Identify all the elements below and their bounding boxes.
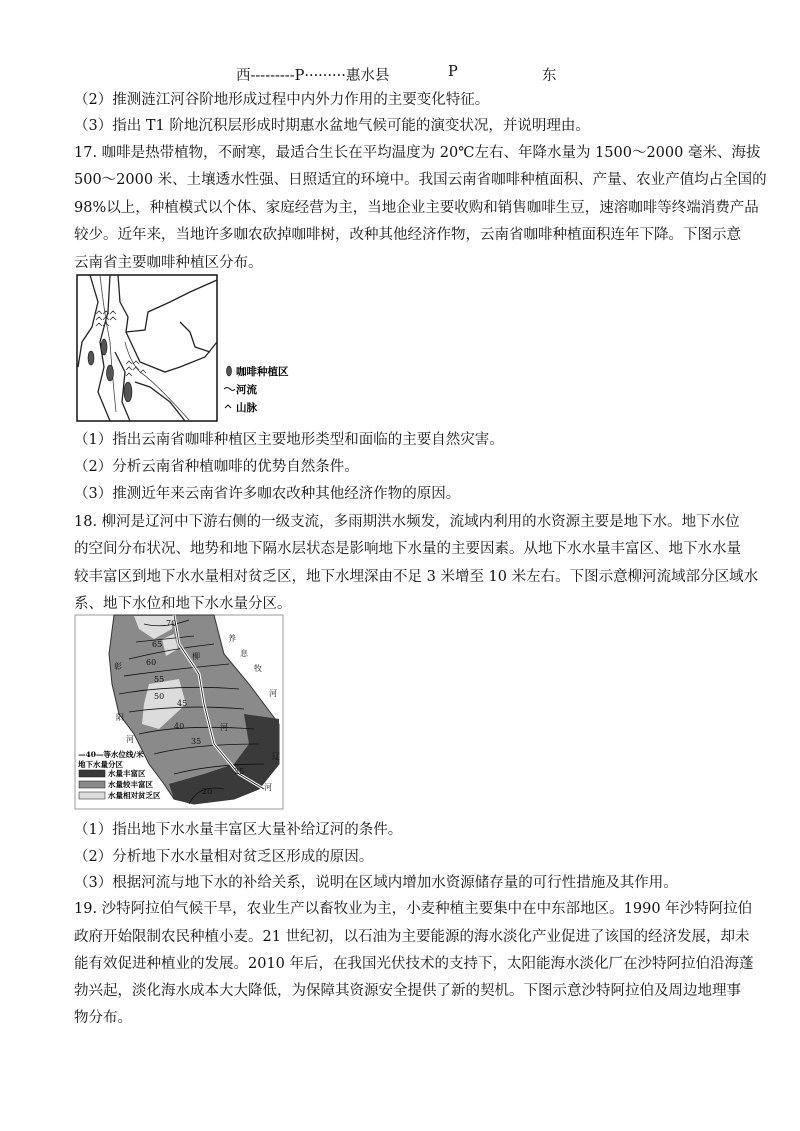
place-label: 彰 <box>114 662 122 671</box>
legend-medium-swatch <box>79 781 105 788</box>
question-16-3: （3）指出 T1 阶地沉积层形成时期惠水盆地气候可能的演变状况，并说明理由。 <box>74 118 590 134</box>
place-label: 柳 <box>192 652 200 661</box>
place-label: 辽 <box>272 752 280 761</box>
stem-line: 系、地下水位和地下水水量分区。 <box>74 596 292 612</box>
place-label: 河 <box>264 783 272 792</box>
stem-line: 较丰富区到地下水水量相对贫乏区，地下水埋深由不足 3 米增至 10 米左右。下图示意柳河流域部分区域水 <box>74 569 759 585</box>
legend-rich-swatch <box>79 770 105 777</box>
stem-line: 的空间分布状况、地势和地下隔水层状态是影响地下水量的主要因素。从地下水水量丰富区、地下水水量 <box>74 541 741 557</box>
yunnan-coffee-map <box>70 272 330 427</box>
liuhe-groundwater-map <box>74 614 284 810</box>
place-label: 阳 <box>116 713 124 722</box>
stem-line: 政府开始限制农民种植小麦。21 世纪初，以石油为主要能源的海水淡化产业促进了该国的经济发展，却未 <box>74 929 750 945</box>
contour-label: 35 <box>191 737 202 746</box>
question-18-2: （2）分析地下水水量相对贫乏区形成的原因。 <box>74 849 374 865</box>
legend-poor: 水量相对贫乏区 <box>108 791 161 800</box>
contour-label: 50 <box>154 692 165 701</box>
question-18-3: （3）根据河流与地下水的补给关系，说明在区域内增加水资源储存量的可行性措施及其作用。 <box>74 875 678 891</box>
contour-label: 55 <box>154 675 165 684</box>
legend-mountain: 山脉 <box>236 402 257 414</box>
legend-isoline: —40—等水位线/米 <box>78 750 144 759</box>
question-17-1: （1）指出云南省咖啡种植区主要地形类型和面临的主要自然灾害。 <box>74 432 504 448</box>
place-label: 养 <box>228 634 236 643</box>
question-17-3: （3）推测近年来云南省许多咖农改种其他经济作物的原因。 <box>74 486 461 502</box>
stem-line: 500～2000 米、土壤透水性强、日照适宜的环境中。我国云南省咖啡种植面积、产量、农业产值均占全国的 <box>74 172 767 188</box>
stem-line: 勃兴起，淡化海水成本大大降低，为保障其资源安全提供了新的契机。下图示意沙特阿拉伯及周边地理事 <box>74 983 741 999</box>
contour-label: 60 <box>146 658 157 667</box>
section-axis-p: P <box>448 64 458 80</box>
question-17-2: （2）分析云南省种植咖啡的优势自然条件。 <box>74 459 359 475</box>
legend-river-icon <box>224 388 235 391</box>
legend-coffee: 咖啡种植区 <box>236 366 289 378</box>
stem-line: 17. 咖啡是热带植物，不耐寒，最适合生长在平均温度为 20℃左右、年降水量为 1500～2000 毫米、海拔 <box>74 145 761 161</box>
legend-poor-swatch <box>79 792 105 799</box>
legend-coffee-icon <box>227 366 232 376</box>
legend-rich: 水量丰富区 <box>108 769 146 778</box>
stem-line: 能有效促进种植业的发展。2010 年后，在我国光伏技术的支持下，太阳能海水淡化厂在沙特阿拉伯沿海蓬 <box>74 956 754 972</box>
section-axis-west: 西---------P·········惠水县 <box>236 68 390 84</box>
question-18-1: （1）指出地下水水量丰富区大量补给辽河的条件。 <box>74 822 403 838</box>
question-16-2: （2）推测涟江河谷阶地形成过程中内外力作用的主要变化特征。 <box>74 92 490 108</box>
stem-line: 云南省主要咖啡种植区分布。 <box>74 255 263 271</box>
contour-label: 65 <box>152 640 163 649</box>
contour-label: 70 <box>166 619 177 628</box>
place-label: 河 <box>126 735 134 744</box>
stem-line: 19. 沙特阿拉伯气候干旱，农业生产以畜牧业为主，小麦种植主要集中在中东部地区。1990 年沙特阿拉伯 <box>74 901 753 917</box>
contour-label: 40 <box>174 722 185 731</box>
section-axis-east: 东 <box>542 68 557 84</box>
legend-mountain-icon <box>225 405 231 408</box>
contour-label: 25 <box>234 767 245 776</box>
stem-line: 18. 柳河是辽河中下游右侧的一级支流，多雨期洪水频发，流域内利用的水资源主要是地下水。地下水位 <box>74 514 740 530</box>
stem-line: 98%以上，种植模式以个体、家庭经营为主，当地企业主要收购和销售咖啡生豆，速溶咖啡等终端消费产品 <box>74 200 759 216</box>
place-label: 牧 <box>254 664 262 673</box>
place-label: 息 <box>240 649 248 658</box>
legend-river: 河流 <box>236 384 257 396</box>
legend-title: 地下水量分区 <box>78 760 123 769</box>
stem-line: 较少。近年来，当地许多咖农砍掉咖啡树，改种其他经济作物，云南省咖啡种植面积连年下降。下图示意 <box>74 227 741 243</box>
legend-medium: 水量较丰富区 <box>108 780 153 789</box>
place-label: 河 <box>269 689 277 698</box>
stem-line: 物分布。 <box>74 1010 132 1026</box>
place-label: 河 <box>220 723 228 732</box>
contour-label: 20 <box>202 787 213 796</box>
contour-label: 45 <box>177 699 188 708</box>
